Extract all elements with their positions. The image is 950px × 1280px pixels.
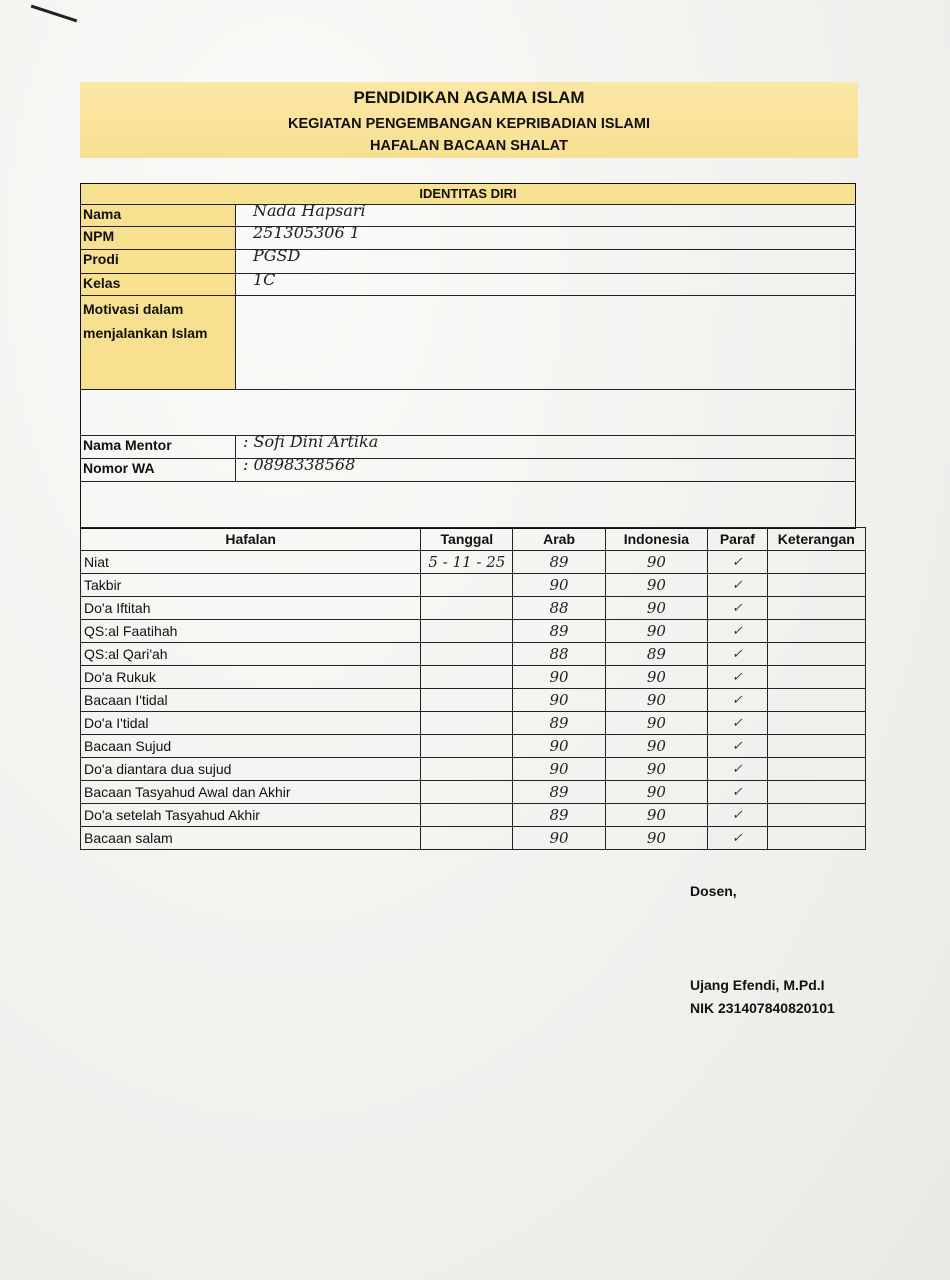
kelas-value: 1C (253, 270, 276, 289)
signature-nik: NIK 231407840820101 (690, 1000, 835, 1016)
col-paraf: Paraf (708, 528, 767, 551)
npm-row (81, 223, 855, 250)
paraf-cell: ✓ (708, 620, 767, 643)
tanggal-cell (421, 574, 513, 597)
keterangan-cell (767, 735, 865, 758)
arab-score-cell: 89 (513, 781, 605, 804)
table-row (81, 643, 866, 666)
table-row (81, 827, 866, 850)
hafalan-name-cell: Do'a I'tidal (81, 712, 421, 735)
paraf-cell: ✓ (708, 712, 767, 735)
tanggal-cell (421, 827, 513, 850)
arab-score-cell: 90 (513, 827, 605, 850)
wa-value: : 0898338568 (243, 455, 356, 474)
signature-name: Ujang Efendi, M.Pd.I (690, 977, 825, 993)
kelas-label: Kelas (81, 274, 236, 295)
hafalan-name-cell: Bacaan Tasyahud Awal dan Akhir (81, 781, 421, 804)
prodi-label: Prodi (81, 250, 236, 273)
table-row (81, 735, 866, 758)
table-row (81, 620, 866, 643)
keterangan-cell (767, 689, 865, 712)
hafalan-name-cell: Takbir (81, 574, 421, 597)
hafalan-name-cell: Bacaan Sujud (81, 735, 421, 758)
table-row (81, 689, 866, 712)
hafalan-name-cell: Bacaan salam (81, 827, 421, 850)
arab-score-cell: 90 (513, 735, 605, 758)
indonesia-score-cell: 90 (605, 666, 707, 689)
keterangan-cell (767, 827, 865, 850)
indonesia-score-cell: 90 (605, 781, 707, 804)
arab-score-cell: 88 (513, 597, 605, 620)
mentor-value: : Sofi Dini Artika (243, 432, 379, 451)
npm-value: 251305306 1 (253, 223, 360, 242)
arab-score-cell: 89 (513, 620, 605, 643)
spacer-row-2 (81, 482, 855, 528)
identity-title: IDENTITAS DIRI (81, 184, 855, 205)
table-row (81, 712, 866, 735)
col-hafalan: Hafalan (81, 528, 421, 551)
tanggal-cell (421, 735, 513, 758)
tanggal-cell (421, 712, 513, 735)
prodi-value: PGSD (253, 246, 301, 265)
indonesia-score-cell: 90 (605, 758, 707, 781)
keterangan-cell (767, 758, 865, 781)
hafalan-name-cell: QS:al Faatihah (81, 620, 421, 643)
nama-value: Nada Hapsari (253, 201, 366, 220)
keterangan-cell (767, 551, 865, 574)
paraf-cell: ✓ (708, 551, 767, 574)
hafalan-name-cell: QS:al Qari'ah (81, 643, 421, 666)
paraf-cell: ✓ (708, 597, 767, 620)
arab-score-cell: 89 (513, 712, 605, 735)
indonesia-score-cell: 90 (605, 827, 707, 850)
arab-score-cell: 90 (513, 758, 605, 781)
table-row (81, 804, 866, 827)
keterangan-cell (767, 804, 865, 827)
arab-score-cell: 89 (513, 551, 605, 574)
paraf-cell: ✓ (708, 804, 767, 827)
indonesia-score-cell: 90 (605, 804, 707, 827)
arab-score-cell: 89 (513, 804, 605, 827)
table-row (81, 597, 866, 620)
tanggal-cell (421, 689, 513, 712)
indonesia-score-cell: 90 (605, 689, 707, 712)
table-row (81, 758, 866, 781)
indonesia-score-cell: 89 (605, 643, 707, 666)
arab-score-cell: 90 (513, 689, 605, 712)
hafalan-name-cell: Do'a diantara dua sujud (81, 758, 421, 781)
keterangan-cell (767, 643, 865, 666)
table-row (81, 666, 866, 689)
keterangan-cell (767, 781, 865, 804)
paraf-cell: ✓ (708, 689, 767, 712)
indonesia-score-cell: 90 (605, 735, 707, 758)
col-arab: Arab (513, 528, 605, 551)
mentor-label: Nama Mentor (81, 436, 236, 458)
wa-label: Nomor WA (81, 459, 236, 481)
hafalan-name-cell: Niat (81, 551, 421, 574)
paraf-cell: ✓ (708, 574, 767, 597)
page-subtitle: KEGIATAN PENGEMBANGAN KEPRIBADIAN ISLAMI (288, 116, 650, 132)
paraf-cell: ✓ (708, 758, 767, 781)
hafalan-name-cell: Do'a Iftitah (81, 597, 421, 620)
motivasi-row (81, 296, 855, 390)
col-indonesia: Indonesia (605, 528, 707, 551)
keterangan-cell (767, 712, 865, 735)
wa-row (81, 455, 855, 482)
indonesia-score-cell: 90 (605, 551, 707, 574)
page-title: PENDIDIKAN AGAMA ISLAM (353, 88, 585, 107)
prodi-row (81, 246, 855, 274)
kelas-row (81, 270, 855, 296)
tanggal-cell (421, 804, 513, 827)
table-row (81, 781, 866, 804)
table-row (81, 551, 866, 574)
hafalan-name-cell: Do'a setelah Tasyahud Akhir (81, 804, 421, 827)
tanggal-cell (421, 758, 513, 781)
arab-score-cell: 90 (513, 574, 605, 597)
paraf-cell: ✓ (708, 781, 767, 804)
indonesia-score-cell: 90 (605, 712, 707, 735)
motivasi-label-line1: Motivasi dalam (83, 301, 184, 317)
keterangan-cell (767, 597, 865, 620)
paraf-cell: ✓ (708, 666, 767, 689)
motivasi-label (81, 296, 236, 389)
table-row (81, 574, 866, 597)
spacer-row (81, 390, 855, 436)
tanggal-cell (421, 666, 513, 689)
keterangan-cell (767, 620, 865, 643)
paraf-cell: ✓ (708, 827, 767, 850)
tanggal-cell (421, 597, 513, 620)
signature-role: Dosen, (690, 883, 737, 899)
paraf-cell: ✓ (708, 643, 767, 666)
indonesia-score-cell: 90 (605, 574, 707, 597)
col-keterangan: Keterangan (767, 528, 865, 551)
motivasi-label-line2: menjalankan Islam (83, 325, 208, 341)
col-tanggal: Tanggal (421, 528, 513, 551)
tanggal-cell (421, 643, 513, 666)
hafalan-table (80, 527, 866, 850)
indonesia-score-cell: 90 (605, 620, 707, 643)
nama-row (81, 201, 855, 227)
hafalan-name-cell: Do'a Rukuk (81, 666, 421, 689)
keterangan-cell (767, 574, 865, 597)
tanggal-cell: 5 - 11 - 25 (421, 551, 513, 574)
indonesia-score-cell: 90 (605, 597, 707, 620)
tanggal-cell (421, 620, 513, 643)
identity-section (80, 183, 856, 529)
nama-label: Nama (81, 205, 236, 226)
paraf-cell: ✓ (708, 735, 767, 758)
mentor-row (81, 432, 855, 459)
hafalan-header-row (81, 528, 866, 551)
npm-label: NPM (81, 227, 236, 249)
keterangan-cell (767, 666, 865, 689)
tanggal-cell (421, 781, 513, 804)
hafalan-name-cell: Bacaan I'tidal (81, 689, 421, 712)
page-subtitle-2: HAFALAN BACAAN SHALAT (370, 138, 568, 154)
arab-score-cell: 90 (513, 666, 605, 689)
arab-score-cell: 88 (513, 643, 605, 666)
form-header (80, 82, 858, 158)
